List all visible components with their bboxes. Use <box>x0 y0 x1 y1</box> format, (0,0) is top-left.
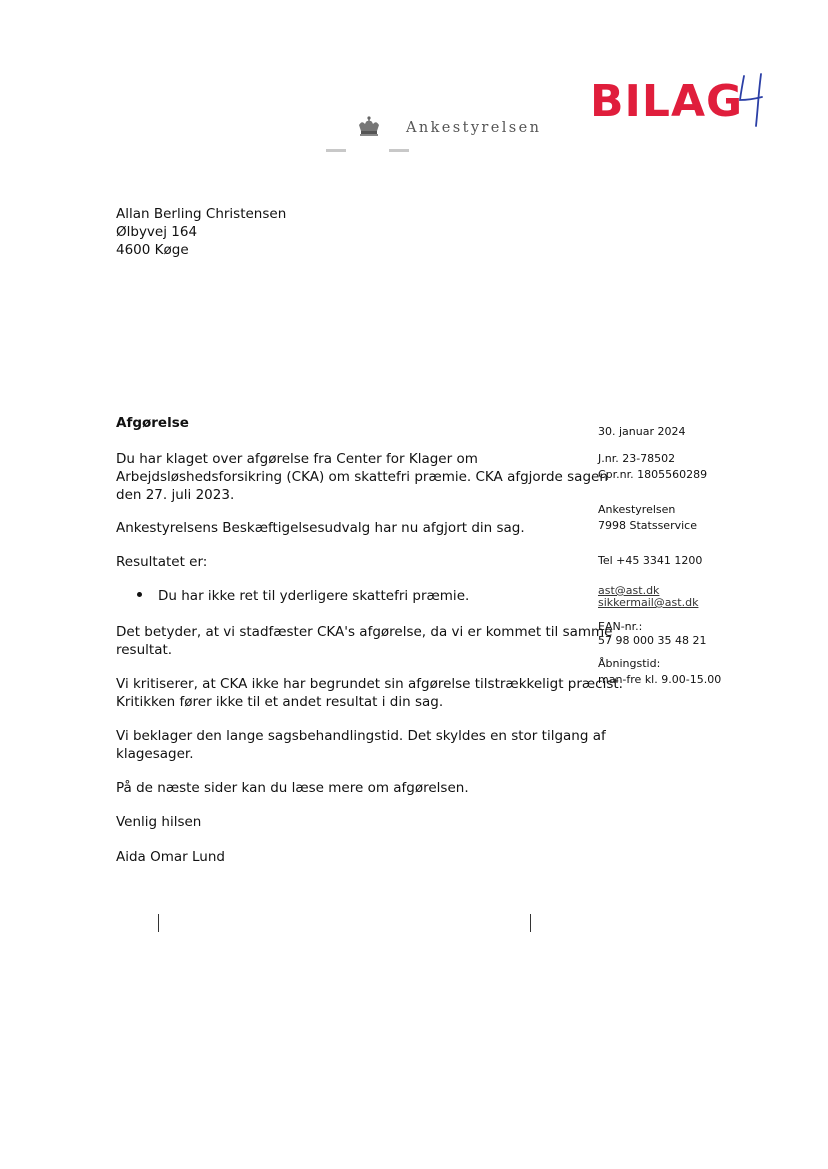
header-rule-left <box>326 149 346 152</box>
opening-hours: man-fre kl. 9.00-15.00 <box>598 673 722 686</box>
signature <box>116 848 225 866</box>
letter-date <box>598 424 685 440</box>
email-link[interactable]: ast@ast.dk <box>598 584 660 597</box>
office-address <box>598 502 697 534</box>
decided-line: Ankestyrelsens Beskæftigelsesudvalg har nu afgjort din sag. <box>116 520 525 536</box>
closing <box>116 813 201 831</box>
intro-line: den 27. juli 2023. <box>116 487 235 503</box>
intro-paragraph <box>116 450 608 504</box>
email-block <box>598 585 698 609</box>
means-line: Det betyder, at vi stadfæster CKA's afgørelse, da vi er kommet til samme <box>116 624 613 640</box>
critique-line: Kritikken fører ikke til et andet resultat i din sag. <box>116 694 444 710</box>
ean-number: 57 98 000 35 48 21 <box>598 634 707 647</box>
decided-paragraph <box>116 519 525 537</box>
header-rule-right <box>389 149 409 152</box>
result-bullet-text: Du har ikke ret til yderligere skattefri præmie. <box>158 588 470 604</box>
fold-mark-left <box>158 914 159 932</box>
phone-number: Tel +45 3341 1200 <box>598 554 703 567</box>
means-paragraph <box>116 623 613 659</box>
more-info-paragraph <box>116 779 469 797</box>
more-info-line: På de næste sider kan du læse mere om afgørelsen. <box>116 780 469 796</box>
recipient-name: Allan Berling Christensen <box>116 206 287 222</box>
ean-label: EAN-nr.: <box>598 620 643 633</box>
apology-line: klagesager. <box>116 746 194 762</box>
apology-line: Vi beklager den lange sagsbehandlingstid. Det skyldes en stor tilgang af <box>116 728 606 744</box>
fold-mark-right <box>530 914 531 932</box>
crown-logo-icon <box>356 116 382 138</box>
bilag-stamp: BILAG <box>590 76 744 127</box>
ean-block <box>598 620 706 648</box>
critique-line: Vi kritiserer, at CKA ikke har begrundet sin afgørelse tilstrækkeligt præcist. <box>116 676 623 692</box>
recipient-street: Ølbyvej 164 <box>116 224 198 240</box>
letter-heading: Afgørelse <box>116 415 189 431</box>
apology-paragraph <box>116 727 606 763</box>
opening-hours-block <box>598 656 721 688</box>
case-references <box>598 451 707 483</box>
secure-email-link[interactable]: sikkermail@ast.dk <box>598 596 699 609</box>
critique-paragraph <box>116 675 623 711</box>
result-label <box>116 553 207 571</box>
journal-number: J.nr. 23-78502 <box>598 452 676 465</box>
recipient-address <box>116 205 286 259</box>
intro-line: Du har klaget over afgørelse fra Center for Klager om <box>116 451 478 467</box>
phone-block <box>598 553 702 569</box>
signature-name: Aida Omar Lund <box>116 849 225 865</box>
recipient-city: 4600 Køge <box>116 242 189 258</box>
bullet-icon <box>137 592 142 597</box>
closing-line: Venlig hilsen <box>116 814 202 830</box>
opening-hours-label: Åbningstid: <box>598 657 661 670</box>
cpr-number: Cpr.nr. 1805560289 <box>598 468 708 481</box>
handwritten-number-4 <box>734 70 782 130</box>
intro-line: Arbejdsløshedsforsikring (CKA) om skattefri præmie. CKA afgjorde sagen <box>116 469 608 485</box>
office-name: Ankestyrelsen <box>598 503 676 516</box>
date-text: 30. januar 2024 <box>598 425 686 438</box>
office-postal: 7998 Statsservice <box>598 519 697 532</box>
result-label-text: Resultatet er: <box>116 554 208 570</box>
result-bullet-item <box>137 588 469 604</box>
means-line: resultat. <box>116 642 173 658</box>
organization-name: Ankestyrelsen <box>406 120 542 136</box>
